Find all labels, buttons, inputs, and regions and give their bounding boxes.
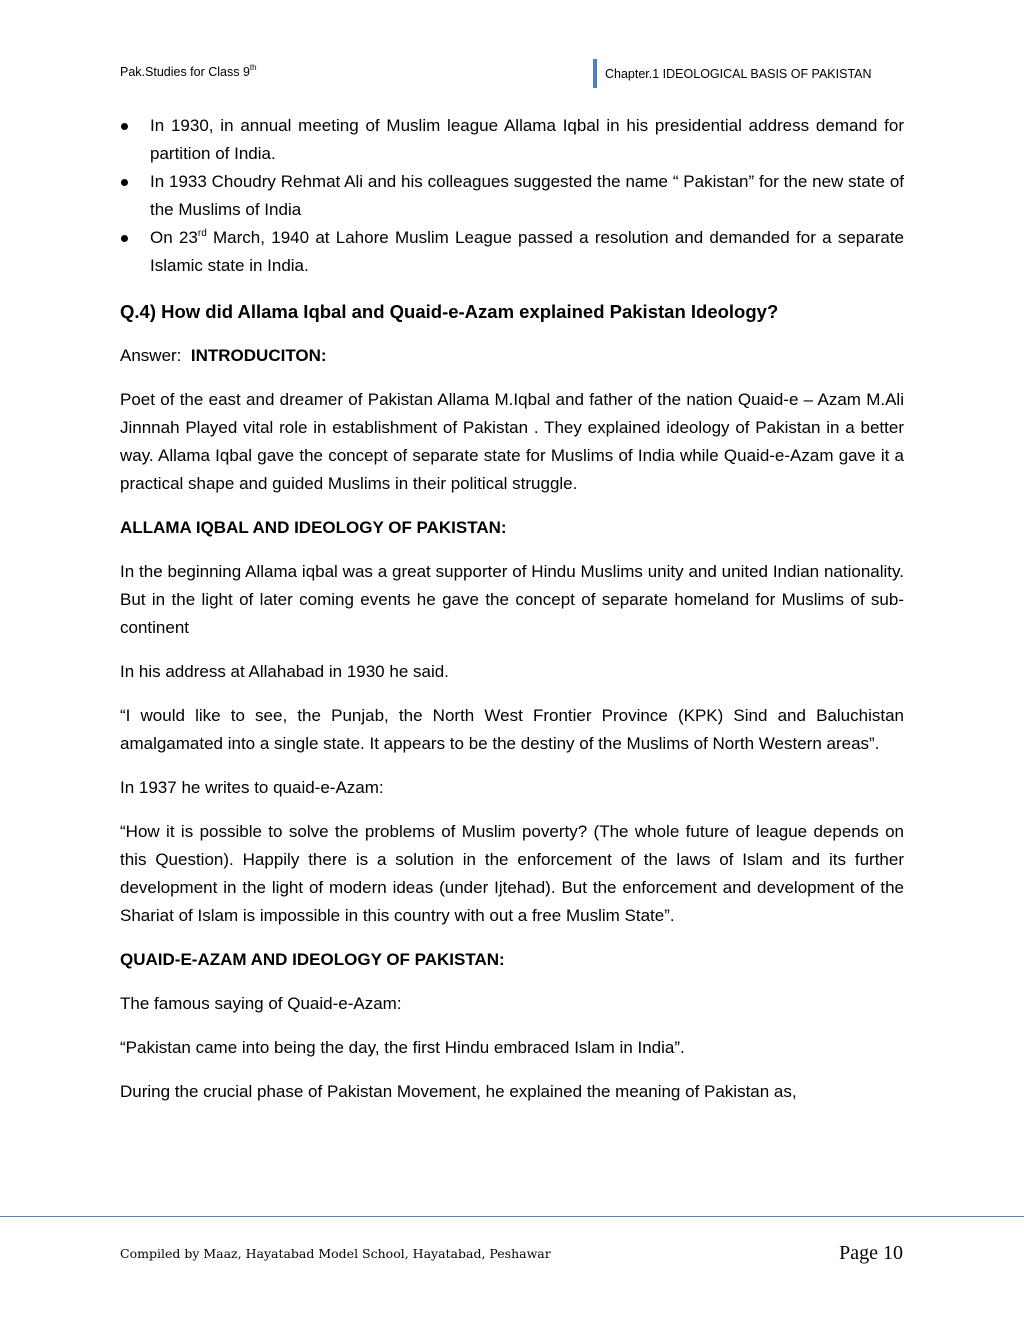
bullet-list (120, 112, 904, 280)
quaid-section-heading: QUAID-E-AZAM AND IDEOLOGY OF PAKISTAN: (120, 950, 505, 969)
list-item-ordinal: rd (197, 228, 207, 239)
intro-paragraph: Poet of the east and dreamer of Pakistan Allama M.Iqbal and father of the nation Quaid-e – Azam M.Ali Jinnnah Played vital role in establishment of Pakistan . They explained ideology of Pakistan in a better way. Allama Iqbal gave the concept of separate state for Muslims of India while Quaid-e-Azam gave it a practical shape and guided Muslims in their political struggle. (120, 390, 904, 493)
header-course-title (120, 63, 257, 79)
footer-divider (0, 1216, 1024, 1217)
header-accent-bar (593, 59, 597, 88)
iqbal-quote-1: “I would like to see, the Punjab, the North West Frontier Province (KPK) Sind and Baluchistan amalgamated into a single state. It appears to be the destiny of the Muslims of North Western areas”. (120, 706, 904, 753)
list-item-text-post: March, 1940 at Lahore Muslim League passed a resolution and demanded for a separate Islamic state in India. (150, 228, 904, 275)
bullet-icon (121, 179, 128, 186)
answer-label: Answer: (120, 346, 182, 365)
bullet-icon (121, 123, 128, 130)
quaid-quote: “Pakistan came into being the day, the first Hindu embraced Islam in India”. (120, 1038, 685, 1057)
list-item-text: In 1930, in annual meeting of Muslim league Allama Iqbal in his presidential address demand for partition of India. (150, 116, 904, 163)
footer-compiled-by: Compiled by Maaz, Hayatabad Model School, Hayatabad, Peshawar (120, 1246, 551, 1261)
list-item-text: In 1933 Choudry Rehmat Ali and his colleagues suggested the name “ Pakistan” for the new state of the Muslims of India (150, 172, 904, 219)
answer-line (120, 342, 904, 370)
header-chapter-title: Chapter.1 IDEOLOGICAL BASIS OF PAKISTAN (605, 67, 872, 81)
question-heading: Q.4) How did Allama Iqbal and Quaid-e-Azam explained Pakistan Ideology? (120, 301, 779, 322)
list-item (120, 112, 904, 168)
iqbal-section-heading: ALLAMA IQBAL AND IDEOLOGY OF PAKISTAN: (120, 518, 507, 537)
iqbal-paragraph-3: In 1937 he writes to quaid-e-Azam: (120, 778, 384, 797)
quaid-paragraph-1: The famous saying of Quaid-e-Azam: (120, 994, 402, 1013)
list-item (120, 224, 904, 280)
answer-title: INTRODUCITON: (190, 346, 327, 365)
list-item-text-pre: On 23 (150, 228, 198, 247)
iqbal-paragraph-2: In his address at Allahabad in 1930 he said. (120, 662, 449, 681)
quaid-paragraph-2: During the crucial phase of Pakistan Movement, he explained the meaning of Pakistan as, (120, 1082, 797, 1101)
header-course-text: Pak.Studies for Class 9 (120, 65, 250, 79)
list-item (120, 168, 904, 224)
page-content (120, 112, 904, 1106)
iqbal-paragraph-1: In the beginning Allama iqbal was a great supporter of Hindu Muslims unity and united Indian nationality. But in the light of later coming events he gave the concept of separate homeland for Muslims of sub-continent (120, 562, 904, 637)
bullet-icon (121, 235, 128, 242)
footer-page-number: Page 10 (839, 1242, 903, 1264)
iqbal-quote-2: “How it is possible to solve the problems of Muslim poverty? (The whole future of league depends on this Question). Happily there is a solution in the enforcement of the laws of Islam and its further development in the light of modern ideas (under Ijtehad). But the enforcement and development of the Shariat of Islam is impossible in this country with out a free Muslim State”. (120, 822, 904, 925)
header-course-sup: th (249, 63, 257, 72)
